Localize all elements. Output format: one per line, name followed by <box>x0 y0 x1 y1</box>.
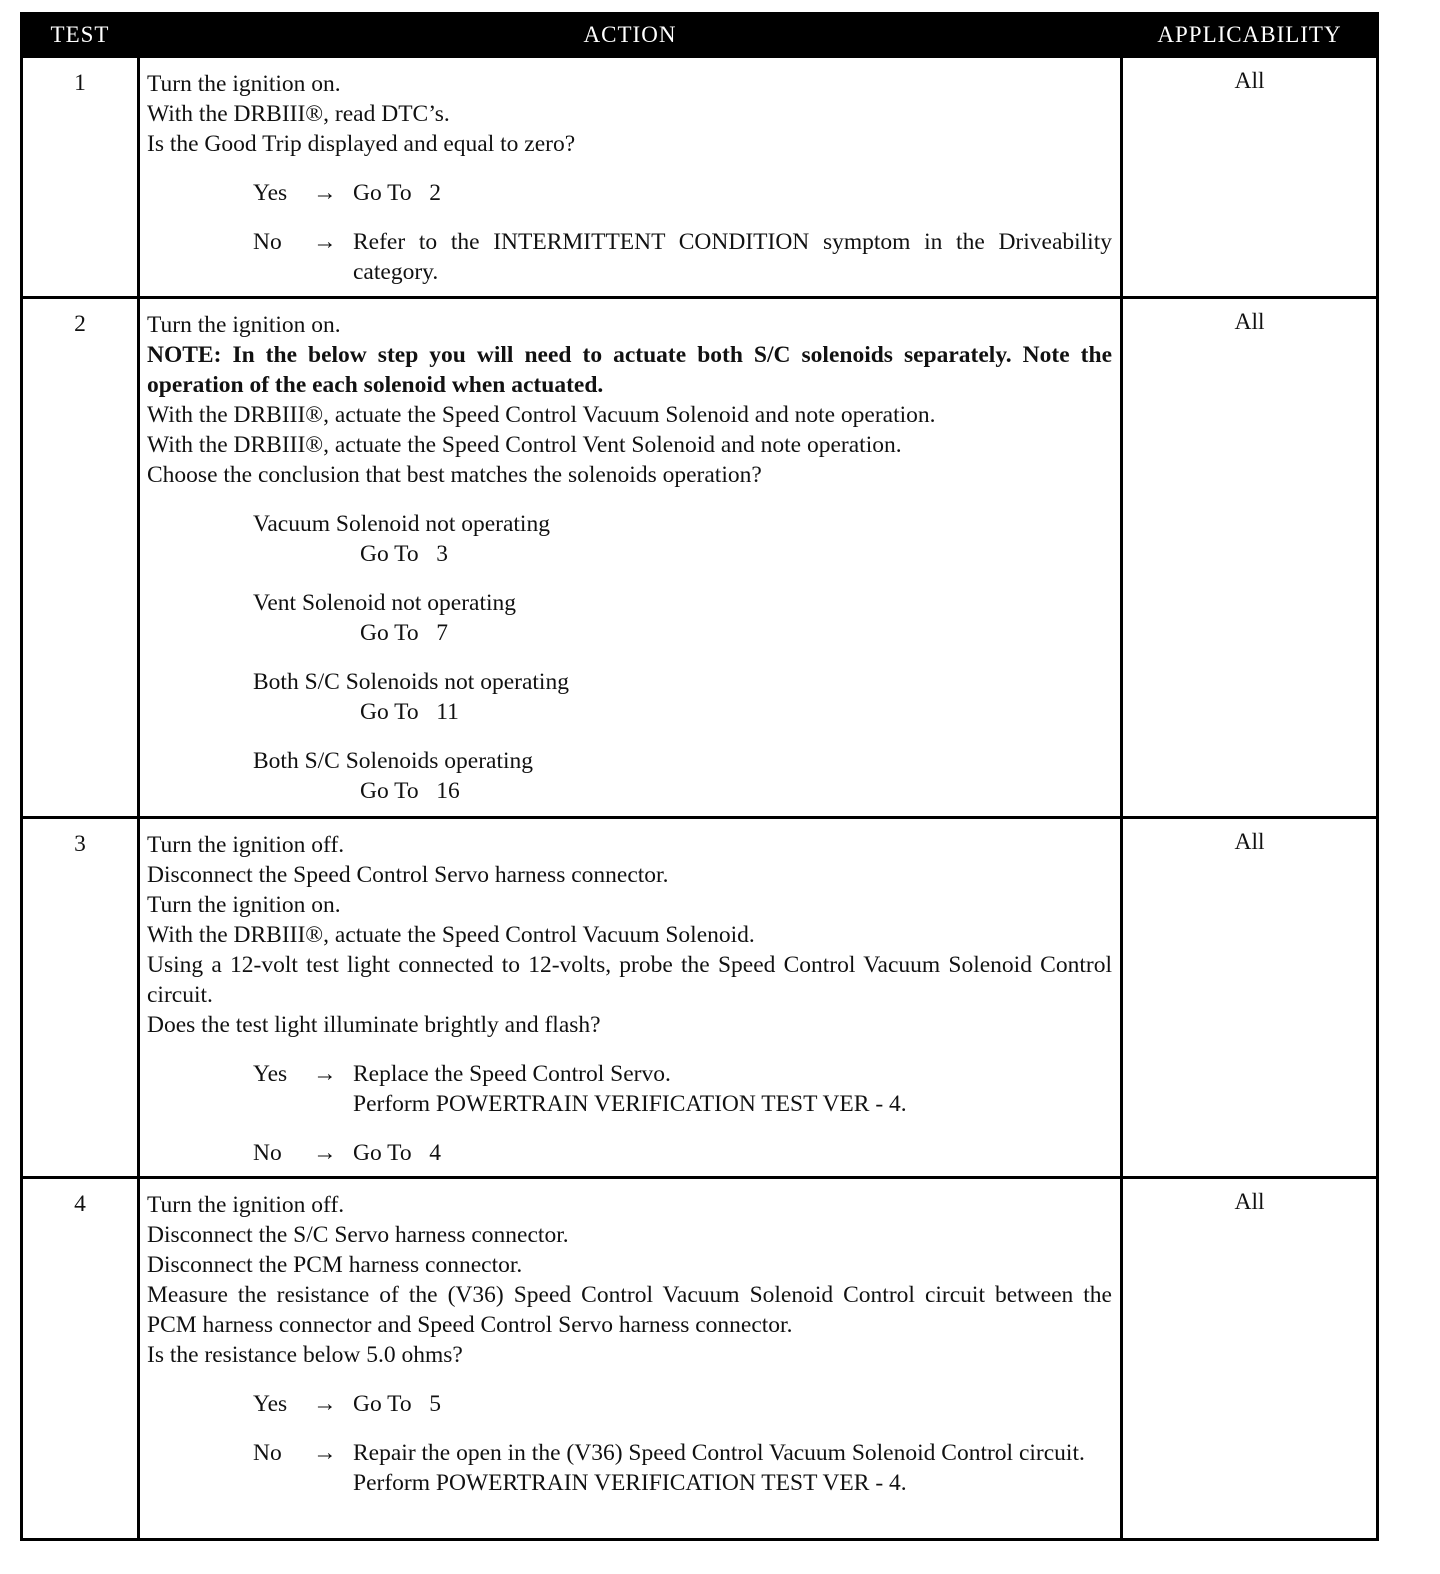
action-step: Turn the ignition on. <box>147 892 341 918</box>
action-step: Disconnect the PCM harness connector. <box>147 1252 523 1278</box>
choice-goto: Go To 3 <box>360 541 449 567</box>
applicability-cell: All <box>1122 298 1378 818</box>
table-header-row <box>22 14 1378 57</box>
response-no <box>253 1438 1112 1498</box>
table-row <box>22 57 1378 298</box>
result-line: Repair the open in the (V36) Speed Control Vacuum Solenoid Control circuit. <box>353 1440 1085 1466</box>
action-cell <box>139 298 1122 818</box>
action-question: Choose the conclusion that best matches the solenoids operation? <box>147 462 762 488</box>
choice-goto: Go To 16 <box>360 778 460 804</box>
action-question: Is the Good Trip displayed and equal to zero? <box>147 131 576 157</box>
choice-label: Both S/C Solenoids operating <box>253 748 534 774</box>
diagnostic-test-table <box>20 12 1379 1541</box>
choice-label: Vent Solenoid not operating <box>253 590 517 616</box>
choice-goto: Go To 7 <box>360 620 449 646</box>
table-row <box>22 1178 1378 1540</box>
action-step: Turn the ignition on. <box>147 312 341 338</box>
conclusion-choice <box>253 509 1112 569</box>
response-result <box>353 1438 1112 1498</box>
arrow-icon: → <box>313 180 337 206</box>
result-line: Perform POWERTRAIN VERIFICATION TEST VER - 4. <box>353 1470 907 1496</box>
action-step: Disconnect the Speed Control Servo harness connector. <box>147 862 669 888</box>
header-test: TEST <box>22 14 139 57</box>
action-cell <box>139 57 1122 298</box>
applicability-cell: All <box>1122 1178 1378 1540</box>
result-line: Replace the Speed Control Servo. <box>353 1061 671 1087</box>
response-label: No <box>253 229 282 255</box>
action-step: Using a 12-volt test light connected to 12-volts, probe the Speed Control Vacuum Solenoid Control circuit. <box>147 952 1112 1008</box>
result-line: Go To 5 <box>353 1391 442 1417</box>
result-line: Refer to the INTERMITTENT CONDITION symptom in the Driveability category. <box>353 229 1112 285</box>
response-no <box>253 1138 1112 1168</box>
action-cell <box>139 1178 1122 1540</box>
response-result <box>353 227 1112 287</box>
choice-label: Both S/C Solenoids not operating <box>253 669 569 695</box>
arrow-icon: → <box>313 1140 337 1166</box>
response-result <box>353 1389 1112 1419</box>
result-line: Go To 4 <box>353 1140 442 1166</box>
note-text: NOTE: In the below step you will need to actuate both S/C solenoids separately. Note the operation of the each solenoid when actuated. <box>147 342 1112 398</box>
response-label: Yes <box>253 1391 288 1417</box>
response-label: Yes <box>253 1061 288 1087</box>
action-step: Turn the ignition off. <box>147 1192 345 1218</box>
action-step: Measure the resistance of the (V36) Speed Control Vacuum Solenoid Control circuit between the PCM harness connector and Speed Control Servo harness connector. <box>147 1282 1112 1338</box>
response-result <box>353 178 1112 208</box>
action-cell <box>139 818 1122 1178</box>
arrow-icon: → <box>313 229 337 255</box>
response-no <box>253 227 1112 287</box>
action-step: With the DRBIII®, actuate the Speed Control Vent Solenoid and note operation. <box>147 432 902 458</box>
table-row <box>22 818 1378 1178</box>
applicability-cell: All <box>1122 57 1378 298</box>
arrow-icon: → <box>313 1061 337 1087</box>
response-label: No <box>253 1440 282 1466</box>
result-line: Perform POWERTRAIN VERIFICATION TEST VER - 4. <box>353 1091 907 1117</box>
action-step: Turn the ignition off. <box>147 832 345 858</box>
response-yes <box>253 1059 1112 1119</box>
table-row <box>22 298 1378 818</box>
conclusion-choice <box>253 746 1112 806</box>
test-number: 4 <box>22 1178 139 1540</box>
choice-label: Vacuum Solenoid not operating <box>253 511 550 537</box>
choice-goto: Go To 11 <box>360 699 459 725</box>
test-number: 2 <box>22 298 139 818</box>
test-number: 3 <box>22 818 139 1178</box>
action-question: Is the resistance below 5.0 ohms? <box>147 1342 463 1368</box>
response-label: Yes <box>253 180 288 206</box>
response-label: No <box>253 1140 282 1166</box>
response-result <box>353 1138 1112 1168</box>
response-yes <box>253 1389 1112 1419</box>
response-yes <box>253 178 1112 208</box>
conclusion-choice <box>253 588 1112 648</box>
action-step: Disconnect the S/C Servo harness connector. <box>147 1222 569 1248</box>
action-question: Does the test light illuminate brightly and flash? <box>147 1012 601 1038</box>
result-line: Go To 2 <box>353 180 442 206</box>
action-step: With the DRBIII®, actuate the Speed Control Vacuum Solenoid. <box>147 922 755 948</box>
action-step: Turn the ignition on. <box>147 71 341 97</box>
header-applicability: APPLICABILITY <box>1122 14 1378 57</box>
test-number: 1 <box>22 57 139 298</box>
arrow-icon: → <box>313 1440 337 1466</box>
applicability-cell: All <box>1122 818 1378 1178</box>
action-step: With the DRBIII®, actuate the Speed Control Vacuum Solenoid and note operation. <box>147 402 936 428</box>
conclusion-choice <box>253 667 1112 727</box>
diagnostic-test-table-container <box>20 12 1376 1541</box>
header-action: ACTION <box>139 14 1122 57</box>
arrow-icon: → <box>313 1391 337 1417</box>
action-step: With the DRBIII®, read DTC’s. <box>147 101 450 127</box>
response-result <box>353 1059 1112 1119</box>
